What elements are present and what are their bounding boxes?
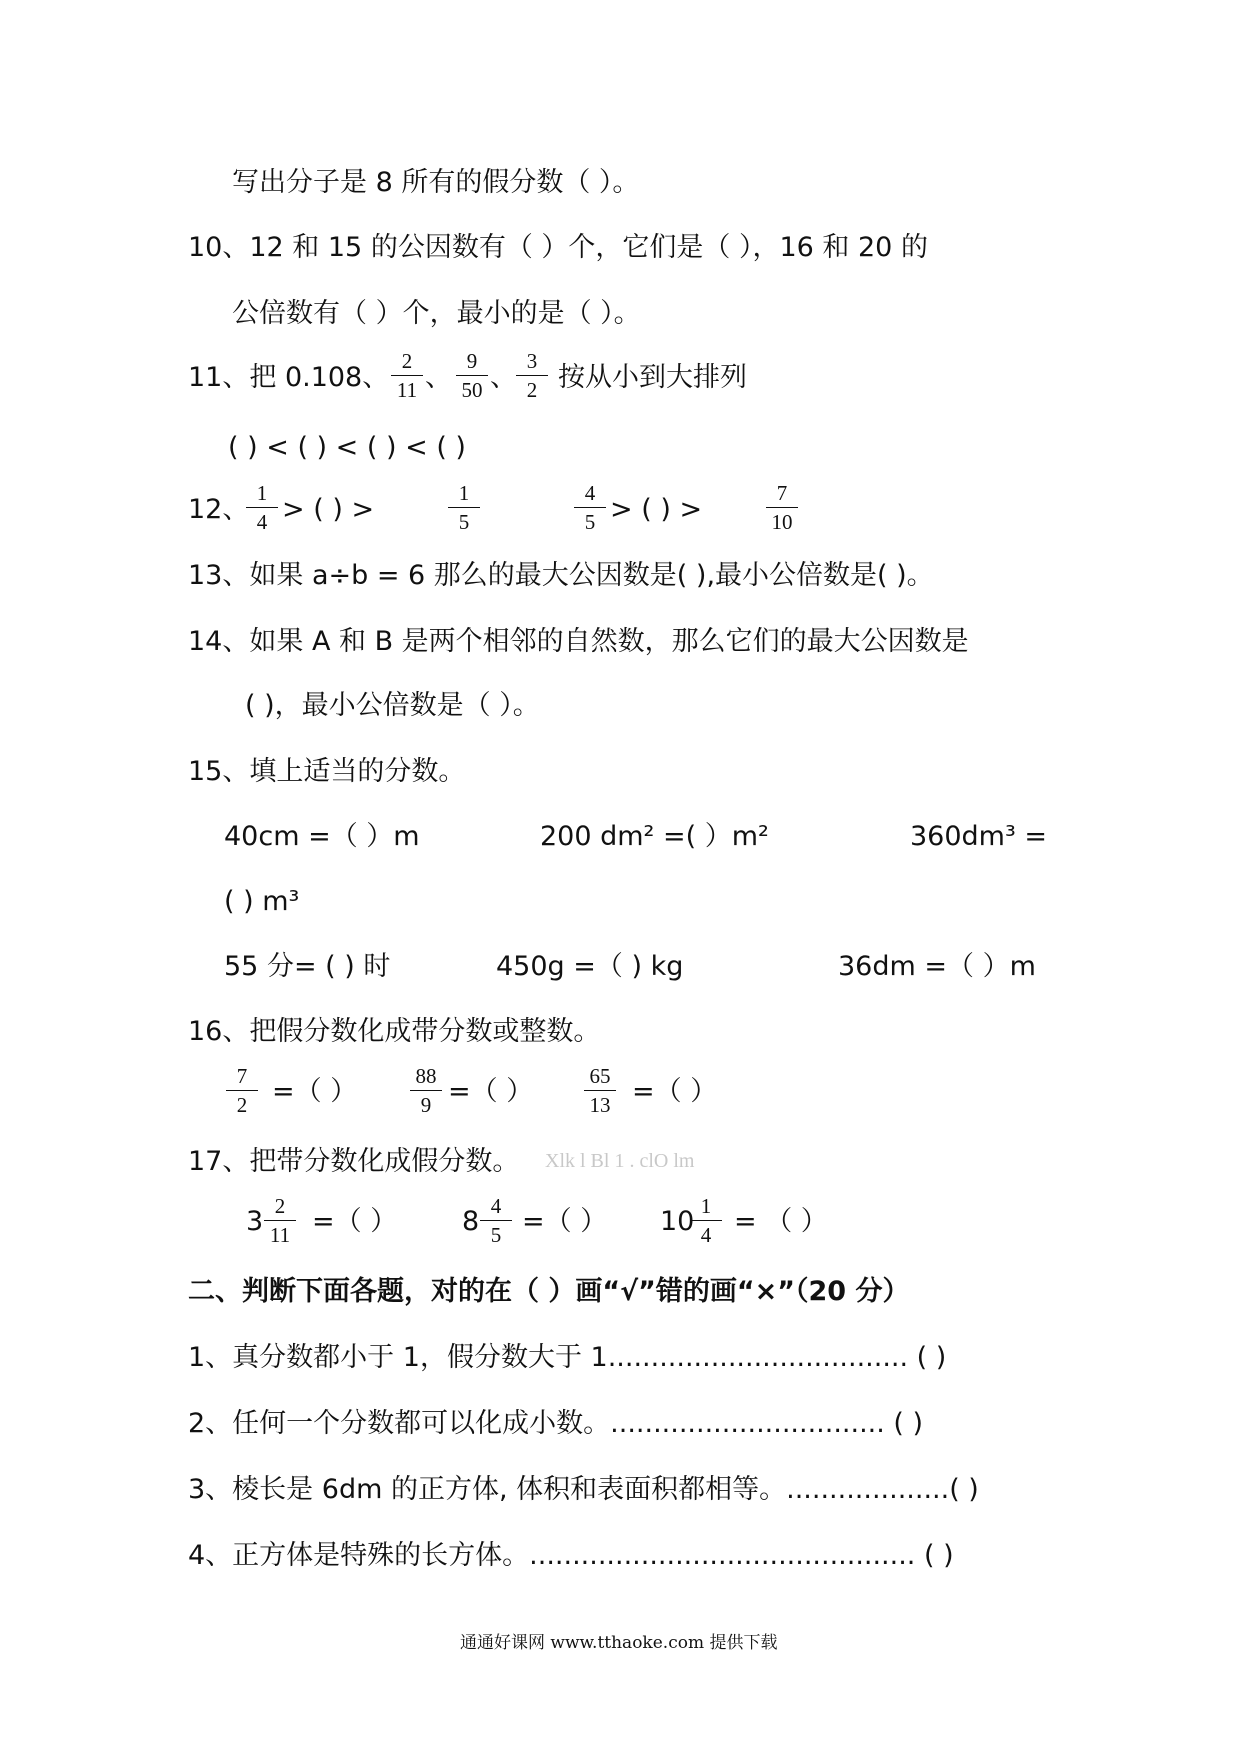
denominator: 5 [490, 1223, 502, 1247]
q13: 13、如果 a÷b = 6 那么的最大公因数是( ),最小公倍数是( )。 [188, 560, 934, 591]
numerator: 1 [700, 1194, 712, 1218]
denominator: 5 [458, 510, 470, 534]
q17-whole-3: 10 [660, 1206, 695, 1237]
q17-fraction-1 [258, 1193, 302, 1248]
numerator: 1 [256, 481, 268, 505]
numerator: 4 [490, 1194, 502, 1218]
q11-fraction-3 [510, 348, 554, 403]
denominator: 13 [589, 1093, 611, 1117]
denominator: 5 [584, 510, 596, 534]
numerator: 9 [466, 349, 478, 373]
numerator: 1 [458, 481, 470, 505]
q11-fraction-1 [385, 348, 429, 403]
q16-answer-3: =（ ） [632, 1076, 718, 1107]
denominator: 11 [396, 378, 418, 402]
q16-fraction-1 [220, 1063, 264, 1118]
q17-whole-1: 3 [246, 1206, 264, 1237]
q15-item-5: 450g =（ ) kg [496, 951, 684, 982]
denominator: 4 [256, 510, 268, 534]
footer-credit: 通通好课网 www.tthaoke.com 提供下载 [460, 1633, 778, 1653]
q15-item-4: 55 分= ( ) 时 [224, 951, 391, 982]
judge-item-1: 1、真分数都小于 1，假分数大于 1................................... ( ) [188, 1342, 947, 1373]
q17-title: 17、把带分数化成假分数。 [188, 1146, 520, 1177]
q17-answer-3: = （ ） [734, 1206, 828, 1237]
q14-line1: 14、如果 A 和 B 是两个相邻的自然数，那么它们的最大公因数是 [188, 626, 969, 657]
judge-item-3: 3、棱长是 6dm 的正方体, 体积和表面积都相等。...................( ) [188, 1474, 979, 1505]
denominator: 10 [771, 510, 793, 534]
q14-line2: ( )，最小公倍数是（ ）。 [245, 690, 540, 721]
judge-item-4: 4、正方体是特殊的长方体。............................................. ( ) [188, 1540, 954, 1571]
q15-item-6: 36dm =（ ）m [838, 951, 1036, 982]
q12-compare-1: > ( ) > [282, 494, 375, 525]
q11-prefix: 11、把 0.108、 [188, 362, 390, 393]
q16-title: 16、把假分数化成带分数或整数。 [188, 1016, 601, 1047]
numerator: 7 [776, 481, 788, 505]
q9-continuation: 写出分子是 8 所有的假分数（ ）。 [232, 167, 640, 198]
q12-fraction-2 [442, 480, 486, 535]
numerator: 2 [274, 1194, 286, 1218]
q12-compare-2: > ( ) > [610, 494, 703, 525]
q17-fraction-2 [474, 1193, 518, 1248]
q10-line1: 10、12 和 15 的公因数有（ ）个，它们是（ ），16 和 20 的 [188, 232, 928, 263]
denominator: 11 [269, 1223, 291, 1247]
q15-item-3-cont: ( ) m³ [224, 886, 300, 917]
denominator: 2 [236, 1093, 248, 1117]
q15-item-2: 200 dm² =( ）m² [540, 821, 769, 852]
q12-prefix: 12、 [188, 494, 250, 525]
q16-fraction-3 [578, 1063, 622, 1118]
denominator: 50 [461, 378, 483, 402]
numerator: 3 [526, 349, 538, 373]
denominator: 9 [420, 1093, 432, 1117]
q10-line2: 公倍数有（ ）个，最小的是（ ）。 [232, 298, 641, 329]
denominator: 2 [526, 378, 538, 402]
q11-sep-2: 、 [490, 362, 517, 393]
q15-item-1: 40cm =（ ）m [224, 821, 420, 852]
q15-item-3: 360dm³ = [910, 821, 1048, 852]
q11-order-blanks: ( ) < ( ) < ( ) < ( ) [228, 432, 466, 463]
numerator: 4 [584, 481, 596, 505]
numerator: 2 [401, 349, 413, 373]
q11-sep-1: 、 [425, 362, 452, 393]
q12-fraction-1 [240, 480, 284, 535]
q12-fraction-4 [760, 480, 804, 535]
q17-fraction-3 [684, 1193, 728, 1248]
q11-fraction-2 [450, 348, 494, 403]
q17-answer-1: =（ ） [312, 1206, 398, 1237]
q17-whole-2: 8 [462, 1206, 480, 1237]
q15-title: 15、填上适当的分数。 [188, 756, 466, 787]
q17-answer-2: =（ ） [522, 1206, 608, 1237]
q12-fraction-3 [568, 480, 612, 535]
denominator: 4 [700, 1223, 712, 1247]
section-2-title: 二、判断下面各题，对的在（ ）画“√”错的画“×”（20 分） [188, 1276, 910, 1307]
q11-suffix: 按从小到大排列 [558, 362, 747, 393]
numerator: 65 [589, 1064, 611, 1088]
q16-answer-1: =（ ） [272, 1076, 358, 1107]
numerator: 88 [415, 1064, 437, 1088]
q16-answer-2: =（ ） [448, 1076, 534, 1107]
judge-item-2: 2、任何一个分数都可以化成小数。................................ ( ) [188, 1408, 924, 1439]
watermark-text: Xlk l Bl 1 . clO lm [545, 1150, 695, 1172]
q16-fraction-2 [404, 1063, 448, 1118]
numerator: 7 [236, 1064, 248, 1088]
